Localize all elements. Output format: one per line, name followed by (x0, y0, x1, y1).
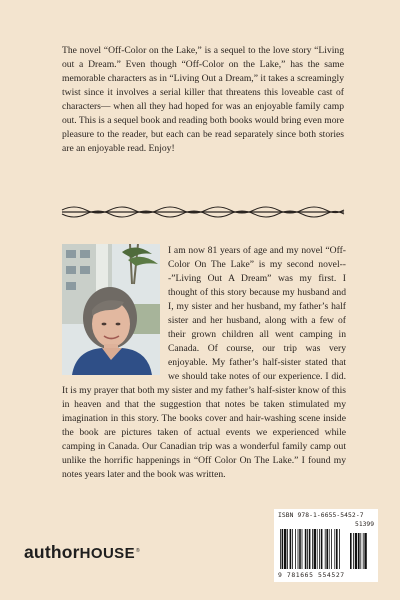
barcode-bar (287, 529, 288, 569)
barcode-bar (314, 529, 316, 569)
barcode-bar (336, 529, 338, 569)
isbn-barcode (274, 509, 378, 582)
barcode-addon-bar (350, 533, 352, 569)
barcode-bar (317, 529, 318, 569)
barcode-bar (309, 529, 311, 569)
logo-part-author: author (24, 542, 80, 562)
barcode-bar (302, 529, 303, 569)
barcode-bar (312, 529, 313, 569)
author-bio: I am now 81 years of age and my novel “Off-Color On The Lake” is my second novel---”Living Out A Dream” was my first. I thought of this story because my husband and I, my sister and her husband, my father’s half sister and her husband, along with a few of their grown children all went camping in Canada. Of course, our trip was very enjoyable. My father’s half-sister stated that we should take notes of our experience. I did. It is my prayer that both my sister and my father’s half-sister know of this in heaven and that the suggestion that notes be taken stimulated my imagination in this story. The books cover and hair-washing scene inside the book are pictures taken of actual events we experienced while camping in Canada. Our Canadian trip was a wonderful family camp out unlike the horrific happenings in “Off Color On The Lake.” I found my notes years later and the book was written. (62, 245, 346, 480)
barcode-addon-bar (355, 533, 357, 569)
barcode-addon-bar (364, 533, 366, 569)
barcode-bar (334, 529, 335, 569)
barcode-bar (319, 529, 320, 569)
publisher-logo (24, 542, 140, 563)
barcode-bars (280, 529, 372, 571)
ean-digits: 9 781665 554527 (278, 571, 345, 579)
author-photo (62, 244, 160, 375)
barcode-bar (321, 529, 323, 569)
barcode-bar (331, 529, 332, 569)
barcode-addon-bar (360, 533, 361, 569)
logo-trademark: ® (135, 547, 140, 554)
author-section (62, 244, 346, 482)
barcode-addon-bar (353, 533, 354, 569)
book-blurb: The novel “Off-Color on the Lake,” is a sequel to the love story “Living out a Dream.” Even though “Off-Color on the Lake,” has the same memorable characters as in “Living Out a Dream,” it takes a screamingly twist since it involves a serial killer that threatens this loveable cast of characters— when all they had hoped for was an enjoyable family camp out. This is a sequel book and reading both books would bring even more pleasure to the reader, but each can be read separately since both stories are an enjoyable read. Enjoy! (62, 45, 344, 154)
logo-part-house: HOUSE (79, 545, 135, 562)
barcode-bar (284, 529, 286, 569)
barcode-bar (307, 529, 308, 569)
barcode-addon-bar (363, 533, 364, 569)
barcode-bar (325, 529, 326, 569)
barcode-bar (298, 529, 299, 569)
barcode-bar (326, 529, 328, 569)
barcode-bar (290, 529, 292, 569)
barcode-bar (280, 529, 281, 569)
barcode-bar (299, 529, 301, 569)
price-code: 51399 (355, 521, 374, 528)
barcode-bar (292, 529, 293, 569)
barcode-bar (329, 529, 330, 569)
barcode-bar (339, 529, 340, 569)
isbn-label: ISBN 978-1-6655-5452-7 (278, 512, 364, 519)
barcode-addon-bar (358, 533, 360, 569)
barcode-bar (282, 529, 284, 569)
barcode-bar (295, 529, 296, 569)
barcode-bar (305, 529, 307, 569)
decorative-divider (60, 206, 346, 218)
